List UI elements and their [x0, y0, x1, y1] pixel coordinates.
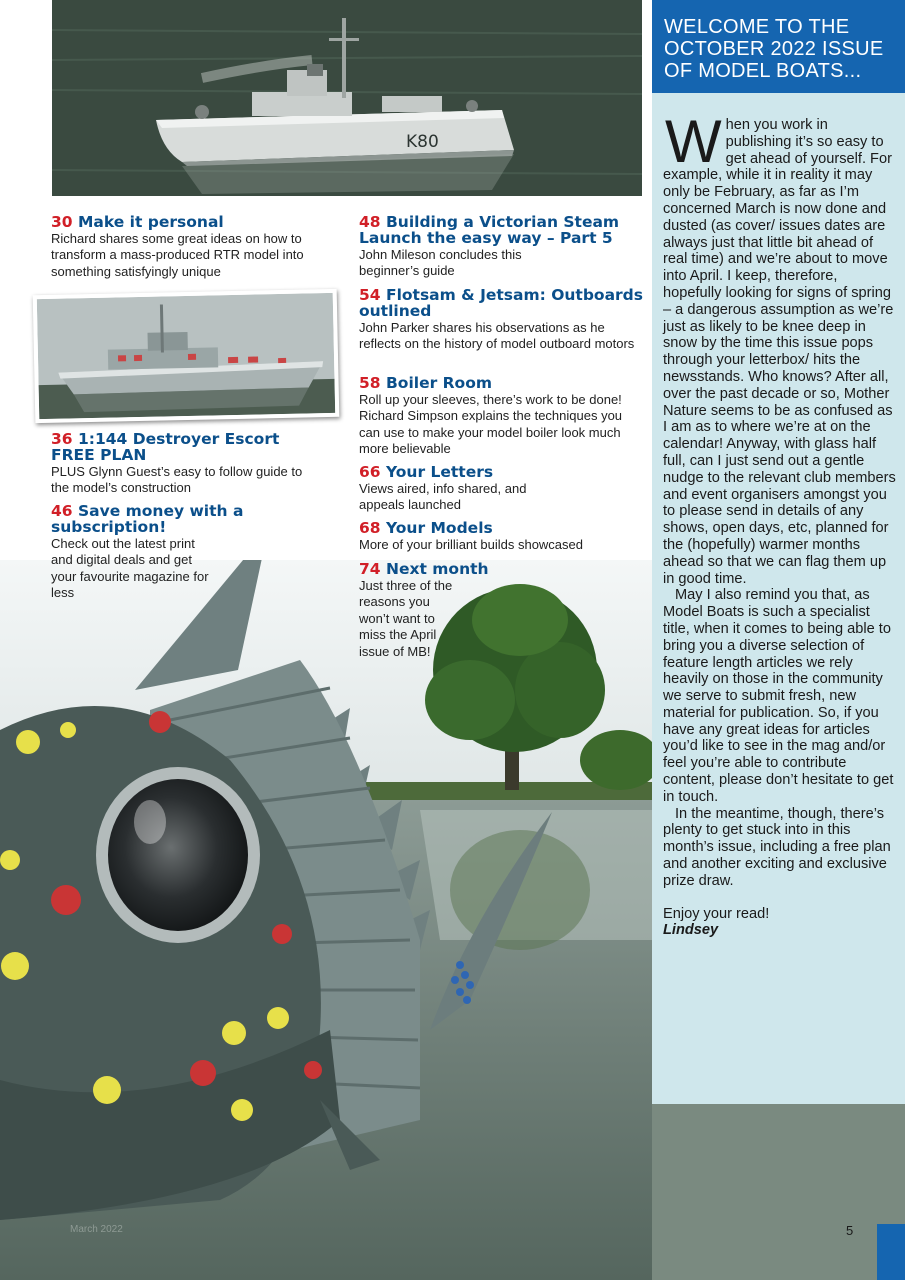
entry-description: More of your brilliant builds showcased	[359, 537, 583, 552]
entry-title: Next month	[385, 560, 489, 578]
entry-heading	[359, 214, 639, 246]
page-folio: 5	[846, 1223, 854, 1238]
editorial-panel	[652, 93, 905, 1104]
entry-description: Richard shares some great ideas on how to transform a mass-produced RTR model into something satisfyingly unique	[51, 231, 304, 279]
entry-title: Your Models	[385, 519, 493, 537]
entry-description: PLUS Glynn Guest’s easy to follow guide to the model’s construction	[51, 464, 303, 496]
contents-entry-54[interactable]	[359, 287, 644, 353]
ship-hull-number: K80	[406, 132, 439, 152]
drop-cap: W	[665, 108, 722, 175]
page-number: 46	[51, 502, 73, 520]
entry-title: Your Letters	[385, 463, 494, 481]
page-number: 58	[359, 374, 381, 392]
page-number: 30	[51, 213, 73, 231]
page-number: 74	[359, 560, 381, 578]
entry-title: Building a Victorian Steam Launch the easy way – Part 5	[359, 213, 620, 247]
entry-heading	[359, 520, 644, 536]
page-number: 66	[359, 463, 381, 481]
paragraph-text: hen you work in publishing it’s so easy to get ahead of yourself. For example, while it in reality it may only be February, as far as I’m concerned March is now done and dusted (as cover/ issues dates are always just that little bit ahead of real time) and we’re about to move into April. I keep, therefore, hopefully looking for signs of spring – a dangerous assumption as we’re just as likely to be knee deep in snow by the time this issue pops through your letterbox/ hits the newsstands. Who knows? After all, over the past decade or so, Mother Nature seems to be as confused as I am as to where we’re at on the calendar! Anyway, with glass half full, can I just send out a gentle nudge to the relevant club members and event organisers amongst you to please send in details of any shows, open days, etc, planned for the (hopefully) warmer months ahead so that we can flag them up in good time.	[663, 117, 896, 587]
contents-entry-30[interactable]	[51, 214, 341, 280]
contents-entry-48[interactable]	[359, 214, 639, 280]
entry-heading	[359, 375, 644, 391]
entry-title: 1:144 Destroyer Escort FREE PLAN	[51, 430, 280, 464]
editorial-paragraph-2: May I also remind you that, as Model Boats is such a specialist title, when it comes to being able to bring you a diverse selection of feature length articles we rely heavily on those in the community we serve to submit fresh, new material for publication. So, if you have any great ideas for articles you’d like to see in the mag and/or feel you’re able to contribute content, please don’t hesitate to get in touch.	[663, 587, 894, 805]
entry-heading	[51, 503, 251, 535]
entry-heading	[51, 431, 321, 463]
contents-entry-74[interactable]	[359, 561, 644, 660]
entry-heading	[359, 561, 644, 577]
welcome-heading: WELCOME TO THE OCTOBER 2022 ISSUE OF MODEL BOATS...	[664, 16, 884, 82]
contents-entry-68[interactable]	[359, 520, 644, 553]
contents-entry-58[interactable]	[359, 375, 644, 458]
entry-title: Make it personal	[77, 213, 224, 231]
page-number: 48	[359, 213, 381, 231]
corvette-model-illustration	[52, 0, 642, 196]
editor-signature: Lindsey	[663, 922, 719, 939]
entry-description: Views aired, info shared, and appeals launched	[359, 481, 527, 513]
page-number: 68	[359, 519, 381, 537]
destroyer-escort-photo	[33, 289, 340, 423]
ship-photo	[52, 0, 642, 196]
entry-title: Save money with a subscription!	[51, 502, 244, 536]
entry-description: Roll up your sleeves, there’s work to be done! Richard Simpson explains the techniques you can use to make your model boiler look much more believable	[359, 392, 623, 457]
entry-description: John Mileson concludes this beginner’s guide	[359, 247, 522, 279]
entry-description: John Parker shares his observations as he reflects on the history of model outboard motors	[359, 320, 635, 352]
sea-monster-illustration	[0, 560, 652, 1280]
editorial-paragraph-3: In the meantime, though, there’s plenty to get stuck into in this month’s issue, including a free plan and another exciting and exclusive prize draw.	[663, 805, 891, 889]
entry-description: Check out the latest print and digital deals and get your favourite magazine for less	[51, 536, 209, 601]
entry-heading	[51, 214, 341, 230]
sea-monster-photo	[0, 560, 652, 1280]
footer-issue-date: March 2022	[70, 1224, 123, 1235]
entry-title: Flotsam & Jetsam: Outboards outlined	[359, 286, 643, 320]
editorial-paragraph-1	[663, 108, 897, 587]
editorial-text	[663, 108, 897, 939]
page-number: 36	[51, 430, 73, 448]
entry-heading	[359, 464, 644, 480]
contents-entry-36[interactable]	[51, 431, 321, 497]
welcome-banner	[652, 0, 905, 93]
lake-water-strip	[652, 1104, 905, 1280]
contents-entry-46[interactable]	[51, 503, 251, 602]
editorial-signoff: Enjoy your read!	[663, 905, 770, 922]
entry-title: Boiler Room	[385, 374, 493, 392]
footer-accent-tab	[877, 1224, 905, 1280]
destroyer-escort-illustration	[37, 293, 335, 419]
page-number: 54	[359, 286, 381, 304]
entry-heading	[359, 287, 644, 319]
contents-entry-66[interactable]	[359, 464, 644, 514]
entry-description: Just three of the reasons you won’t want to miss the April issue of MB!	[359, 578, 453, 659]
